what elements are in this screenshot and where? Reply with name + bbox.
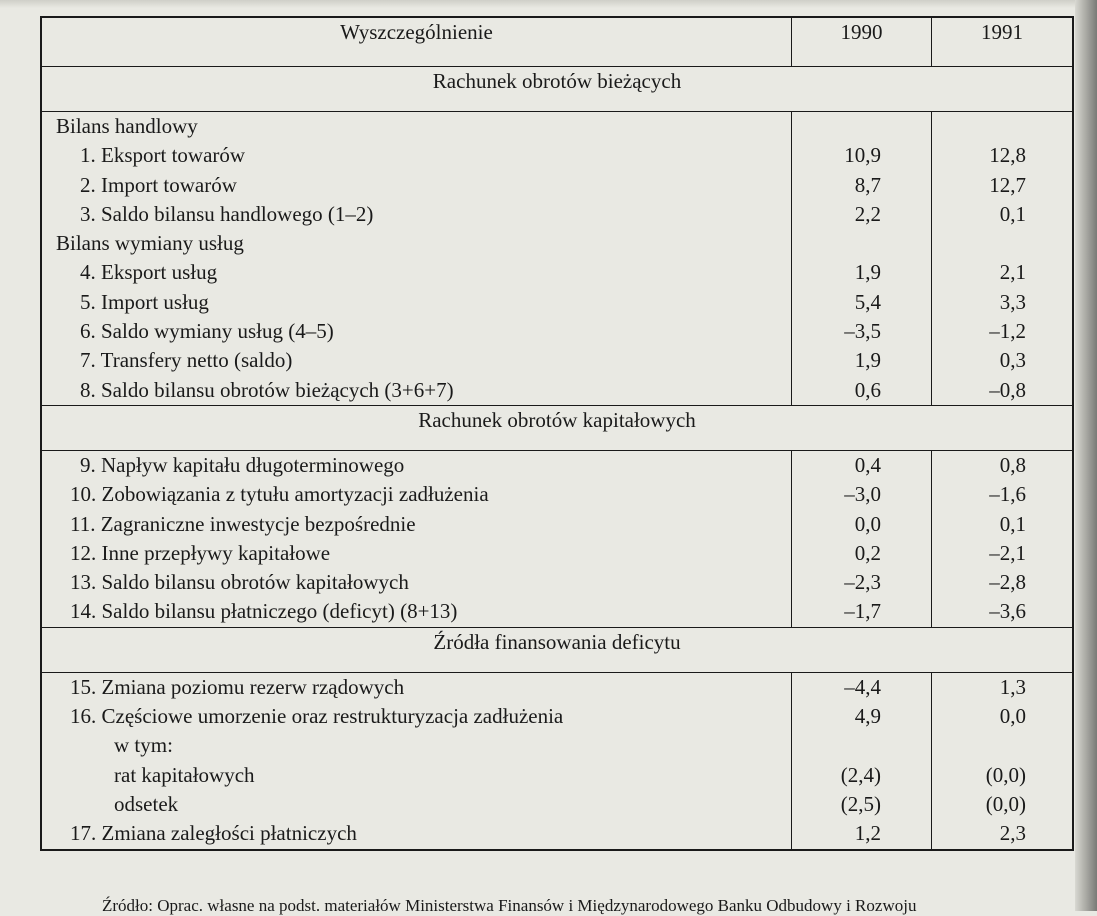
value-1991: (0,0) (985, 762, 1026, 787)
row-label: 1. Eksport towarów (80, 143, 246, 168)
value-1991: 1,3 (999, 674, 1026, 699)
header-year-1991: 1991 (932, 17, 1074, 67)
value-1990: –3,5 (844, 319, 881, 344)
value-1990 (792, 731, 881, 760)
value-1990: 8,7 (854, 172, 881, 197)
row-label: w tym: (114, 733, 173, 758)
value-1991: 0,3 (999, 348, 1026, 373)
row-label: 14. Saldo bilansu płatniczego (deficyt) (8+13) (70, 599, 458, 624)
value-1991: 0,1 (999, 201, 1026, 226)
row-label: Bilans wymiany usług (56, 231, 244, 256)
value-1990-column (792, 672, 932, 849)
value-1991 (932, 229, 1026, 258)
value-1990: 0,4 (854, 452, 881, 477)
value-1990: 0,2 (854, 540, 881, 565)
value-1990: (2,4) (840, 762, 881, 787)
table-header-row (41, 17, 1073, 67)
row-label-column (41, 672, 792, 849)
value-1991-column (932, 450, 1074, 627)
row-label: 3. Saldo bilansu handlowego (1–2) (80, 201, 374, 226)
value-1991: 0,1 (999, 511, 1026, 536)
value-1990 (792, 229, 881, 258)
value-1990: 4,9 (854, 704, 881, 729)
value-1990: 1,2 (854, 821, 881, 846)
header-year-1990: 1990 (792, 17, 932, 67)
value-1990: 1,9 (854, 348, 881, 373)
row-label-column (41, 112, 792, 406)
row-label: 5. Import usług (80, 289, 209, 314)
value-1990: –2,3 (844, 570, 881, 595)
header-description: Wyszczególnienie (41, 17, 792, 67)
value-1990: 1,9 (854, 260, 881, 285)
row-label: 9. Napływ kapitału długoterminowego (80, 452, 405, 477)
value-1991: –2,8 (989, 570, 1026, 595)
row-label: 4. Eksport usług (80, 260, 218, 285)
row-label: 10. Zobowiązania z tytułu amortyzacji zadłużenia (70, 482, 489, 507)
section-title: Rachunek obrotów bieżących (41, 67, 1073, 112)
value-1991: –0,8 (989, 377, 1026, 402)
value-1990: 2,2 (854, 201, 881, 226)
row-label: 17. Zmiana zaległości płatniczych (70, 821, 357, 846)
value-1990: 5,4 (854, 289, 881, 314)
section-body-row (41, 450, 1073, 627)
value-1991 (932, 731, 1026, 760)
value-1990: 0,0 (854, 511, 881, 536)
value-1991-column (932, 112, 1074, 406)
value-1991: 3,3 (999, 289, 1026, 314)
section-title: Rachunek obrotów kapitałowych (41, 405, 1073, 450)
section-title: Źródła finansowania deficytu (41, 627, 1073, 672)
value-1991: 2,3 (999, 821, 1026, 846)
section-body-row (41, 672, 1073, 849)
value-1991: 12,8 (989, 143, 1026, 168)
value-1991: –2,1 (989, 540, 1026, 565)
row-label: 7. Transfery netto (saldo) (80, 348, 293, 373)
row-label: 13. Saldo bilansu obrotów kapitałowych (70, 570, 409, 595)
value-1991: 2,1 (999, 260, 1026, 285)
value-1991: (0,0) (985, 791, 1026, 816)
value-1990: –1,7 (844, 599, 881, 624)
value-1990-column (792, 112, 932, 406)
value-1991: –1,2 (989, 319, 1026, 344)
row-label: 2. Import towarów (80, 172, 237, 197)
value-1990: (2,5) (840, 791, 881, 816)
row-label: odsetek (114, 791, 179, 816)
source-note: Źródło: Oprac. własne na podst. materiałów Ministerstwa Finansów i Międzynarodowego Banku Odbudowy i Rozwoju (102, 896, 917, 915)
balance-of-payments-table (40, 16, 1074, 851)
section-header-row (41, 67, 1073, 112)
value-1990-column (792, 450, 932, 627)
table-body (41, 67, 1073, 850)
section-header-row (41, 627, 1073, 672)
row-label: 11. Zagraniczne inwestycje bezpośrednie (70, 511, 416, 536)
row-label: 8. Saldo bilansu obrotów bieżących (3+6+7) (80, 377, 454, 402)
page-right-shadow (1075, 0, 1097, 911)
value-1990: –3,0 (844, 482, 881, 507)
value-1991-column (932, 672, 1074, 849)
value-1991: –1,6 (989, 482, 1026, 507)
row-label: 6. Saldo wymiany usług (4–5) (80, 319, 334, 344)
value-1991: 0,0 (999, 704, 1026, 729)
section-body-row (41, 112, 1073, 406)
row-label-column (41, 450, 792, 627)
row-label: 12. Inne przepływy kapitałowe (70, 540, 331, 565)
value-1991 (932, 112, 1026, 141)
value-1990: 10,9 (844, 143, 881, 168)
row-label: 15. Zmiana poziomu rezerw rządowych (70, 674, 405, 699)
row-label: Bilans handlowy (56, 114, 198, 138)
row-label: rat kapitałowych (114, 762, 255, 787)
value-1991: 12,7 (989, 172, 1026, 197)
section-header-row (41, 405, 1073, 450)
page-top-edge (0, 0, 1097, 8)
value-1991: –3,6 (989, 599, 1026, 624)
value-1990: 0,6 (854, 377, 881, 402)
row-label: 16. Częściowe umorzenie oraz restrukturyzacja zadłużenia (70, 704, 564, 729)
value-1990: –4,4 (844, 674, 881, 699)
value-1991: 0,8 (999, 452, 1026, 477)
value-1990 (792, 112, 881, 141)
